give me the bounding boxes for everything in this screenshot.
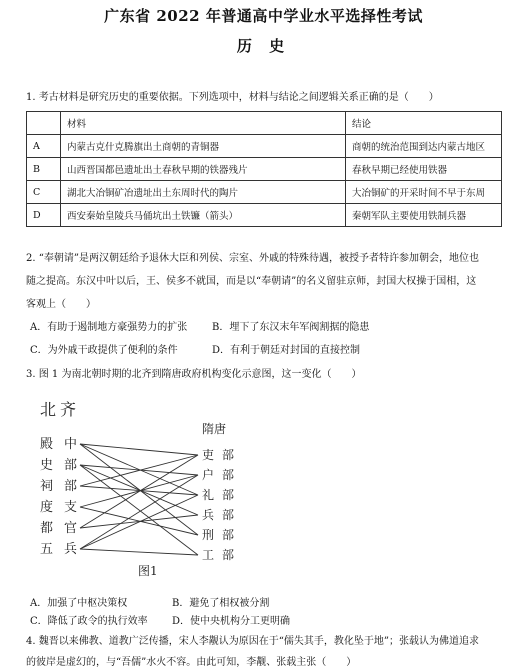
figure-right-item: 部 — [222, 528, 235, 542]
question-3-stem: 3. 图 1 为南北朝时期的北齐到隋唐政府机构变化示意图，这一变化（ ） — [26, 369, 362, 380]
question-2-option-a: A．有助于遏制地方豪强势力的扩张 — [30, 322, 188, 333]
question-3-option-b: B．避免了相权被分割 — [172, 598, 270, 609]
table-header-cell — [27, 112, 61, 135]
figure-right-header: 隋唐 — [202, 422, 227, 436]
figure-left-item: 部 — [64, 458, 78, 473]
question-2-line: 客观上（ ） — [26, 299, 96, 310]
table-row — [27, 204, 502, 227]
table-cell: 秦朝军队主要使用铁制兵器 — [346, 204, 502, 227]
table-cell: C — [27, 181, 61, 204]
figure-left-item: 中 — [64, 437, 78, 452]
figure-left-item: 兵 — [64, 542, 78, 557]
figure-right-item: 部 — [222, 488, 235, 502]
figure-right-item: 礼 — [202, 488, 215, 502]
question-3-option-d: D．使中央机构分工更明确 — [172, 616, 291, 627]
figure-left-item: 史 — [40, 458, 54, 473]
table-cell: 内蒙古克什克腾旗出土商朝的青铜器 — [61, 135, 346, 158]
table-cell: 春秋早期已经使用铁器 — [346, 158, 502, 181]
table-cell: D — [27, 204, 61, 227]
question-1-table — [26, 111, 502, 227]
question-4-stem-continued: 的彼岸是虚幻的，与“吾儒”水火不容。由此可知，李觏、张载主张（ ） — [26, 657, 357, 668]
figure-1 — [30, 393, 270, 583]
question-4-stem: 4. 魏晋以来佛教、道教广泛传播，宋人李觏认为原因在于“儒失其手，教化坠于地”；张载认为佛道追求 — [26, 636, 479, 647]
figure-left-item: 部 — [64, 479, 78, 494]
table-header-cell: 材料 — [61, 112, 346, 135]
table-header-cell: 结论 — [346, 112, 502, 135]
figure-right-item: 部 — [222, 548, 235, 562]
question-2-option-c: C．为外戚干政提供了便利的条件 — [30, 345, 178, 356]
figure-right-item: 吏 — [202, 448, 215, 462]
figure-left-item: 殿 — [40, 437, 54, 452]
table-cell: 大冶铜矿的开采时间不早于东周 — [346, 181, 502, 204]
subject-title: 历 史 — [236, 37, 291, 55]
question-2-line: 2. “奉朝请”是两汉朝廷给予退休大臣和列侯、宗室、外戚的特殊待遇，被授予者特许参加朝会，地位也 — [26, 253, 479, 264]
figure-right-item: 工 — [202, 548, 215, 562]
table-row — [27, 181, 502, 204]
exam-title: 广东省 2022 年普通高中学业水平选择性考试 — [104, 7, 423, 25]
figure-left-item: 官 — [64, 521, 78, 536]
question-2-stem — [26, 247, 506, 316]
figure-right-item: 兵 — [202, 508, 215, 522]
question-2-option-d: D．有利于朝廷对封国的直接控制 — [212, 345, 361, 356]
table-cell: 湖北大冶铜矿冶遗址出土东周时代的陶片 — [61, 181, 346, 204]
question-2-line: 随之提高。东汉中叶以后，王、侯多不就国，而是以“奉朝请”的名义留驻京师，封国大权操于国相，这 — [26, 276, 477, 287]
question-1-stem: 1. 考古材料是研究历史的重要依据。下列选项中，材料与结论之间逻辑关系正确的是（ ） — [26, 92, 439, 103]
table-cell: 西安秦始皇陵兵马俑坑出土铁镰（箭头） — [61, 204, 346, 227]
figure-caption: 图1 — [138, 564, 158, 578]
figure-left-item: 支 — [64, 500, 78, 515]
table-row — [27, 135, 502, 158]
question-3-option-a: A．加强了中枢决策权 — [30, 598, 128, 609]
figure-left-header: 北齐 — [40, 400, 81, 419]
table-header-row — [27, 112, 502, 135]
figure-left-item: 度 — [40, 500, 54, 515]
figure-right-item: 户 — [202, 468, 215, 482]
figure-right-item: 部 — [222, 448, 235, 462]
table-cell: A — [27, 135, 61, 158]
figure-left-item: 五 — [40, 542, 54, 557]
figure-connection-lines — [80, 444, 198, 555]
figure-left-item: 祠 — [40, 479, 54, 494]
figure-left-item: 都 — [40, 521, 54, 536]
table-cell: B — [27, 158, 61, 181]
question-2-option-b: B．埋下了东汉末年军阀割据的隐患 — [212, 322, 370, 333]
question-3-option-c: C．降低了政令的执行效率 — [30, 616, 148, 627]
figure-right-item: 部 — [222, 468, 235, 482]
figure-right-item: 部 — [222, 508, 235, 522]
table-cell: 山西晋国都邑遗址出土春秋早期的铁器残片 — [61, 158, 346, 181]
figure-1-diagram — [30, 393, 270, 583]
table-row — [27, 158, 502, 181]
figure-right-item: 刑 — [202, 528, 215, 542]
table-cell: 商朝的统治范围到达内蒙古地区 — [346, 135, 502, 158]
